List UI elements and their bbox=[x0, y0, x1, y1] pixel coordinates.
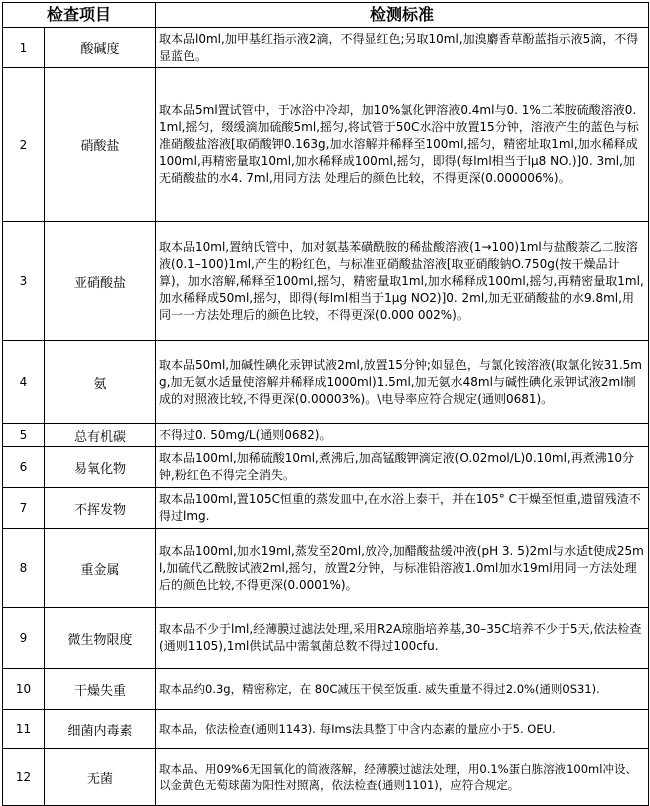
row-standard: 取本品50ml,加碱性碘化汞钾试液2ml,放置15分钟;如显色，与氯化铵溶液(取氯化铵31.5mg,加无氨水适量使溶解并稀释成1000ml)1.5ml,加无氨水48ml与碱性碘化汞钾试液2ml制成的对照液比较,不得更深(0.00003%)。\电导率应符合规定(通则0681)。 bbox=[156, 341, 649, 424]
table-row bbox=[3, 68, 649, 222]
row-standard: 取本品约0.3g，精密称定，在 80C减压干侯至饭重. 威失重量不得过2.0%(通则0S31). bbox=[156, 669, 649, 710]
row-number: 3 bbox=[3, 222, 45, 341]
row-standard: 取本品10ml,置纳氏管中，加对氨基苯磺酰胺的稀盐酸溶液(1→100)1ml与盐酸萘乙二胺溶液(0.1–100)1ml,产生的粉红色，与标准亚硝酸盐溶液[取亚硝酸钠O.750g(按干燥品计算)，加水溶解,稀释至100ml,摇匀，精密量取1ml,加水稀释成100ml,摇匀,再精密量取1ml,加水稀释成50ml,摇匀，即得(每lml相当于1μg NO2)]0. 2ml,加无亚硝酸盐的水9.8ml,用同一一方法处理后的颜色比较，不得更深(0.000 002%)。 bbox=[156, 222, 649, 341]
table-row bbox=[3, 341, 649, 424]
row-item: 微生物限度 bbox=[45, 608, 156, 669]
table-row bbox=[3, 424, 649, 447]
header-item-cell: 检查项目 bbox=[3, 3, 156, 28]
row-item: 总有机碳 bbox=[45, 424, 156, 447]
table-header-row bbox=[3, 3, 649, 28]
quality-standards-table bbox=[2, 2, 649, 806]
row-number: 5 bbox=[3, 424, 45, 447]
table-row bbox=[3, 28, 649, 68]
table-row bbox=[3, 488, 649, 529]
row-number: 7 bbox=[3, 488, 45, 529]
row-standard: 取本品不少于lml,经薄膜过滤法处理,采用R2A琼脂培养基,30–35C培养不少于5天,依法检查(通则1105),1ml供试品中需氧菌总数不得过100cfu. bbox=[156, 608, 649, 669]
row-number: 10 bbox=[3, 669, 45, 710]
row-number: 11 bbox=[3, 710, 45, 749]
row-item: 不挥发物 bbox=[45, 488, 156, 529]
table-row bbox=[3, 669, 649, 710]
row-number: 1 bbox=[3, 28, 45, 68]
row-standard: 取本品、用09%6无国氧化的简液落解，经薄膜过滤法处理，用0.1%蛋白胨溶液100ml冲设、以金黄色无萄球菌为阳性对照离，依法检查(通则1101)，应符合规定。 bbox=[156, 749, 649, 806]
row-number: 9 bbox=[3, 608, 45, 669]
row-number: 2 bbox=[3, 68, 45, 222]
row-standard: 取本品100ml,置105C恒重的蒸发皿中,在水浴上泰干，并在105° C干燥至恒重,遗留残渣不得过lmg. bbox=[156, 488, 649, 529]
row-standard: 取本品，依法检查(通则1143). 每Ims法具整丁中含内态素的量应小于5. OEU. bbox=[156, 710, 649, 749]
row-item: 酸碱度 bbox=[45, 28, 156, 68]
row-item: 硝酸盐 bbox=[45, 68, 156, 222]
header-standard-cell: 检测标准 bbox=[156, 3, 649, 28]
table-row bbox=[3, 749, 649, 806]
table-row bbox=[3, 222, 649, 341]
row-standard: 取本品l0ml,加甲基红指示液2滴，不得显红色;另取10ml,加溴麝香草酚蓝指示液5滴，不得显蓝色。 bbox=[156, 28, 649, 68]
row-standard: 取本品5ml置试管中，于冰浴中冷却，加10%氯化钾溶液0.4ml与0. 1%二苯胺硫酸溶液0. 1ml,摇匀，缀缓滴加硫酸5ml,摇匀,将试管于50C水浴中放置15分钟，溶液产生的蓝色与标准硝酸盐溶液[取硝酸钾0.163g,加水溶解并稀释至100ml,摇匀，精密址取1ml,加水稀释成100ml,再精密量取10ml,加水稀释成100ml,摇匀，即得(每lml相当于lμ8 NO.)]0. 3ml,加无硝酸盐的水4. 7ml,用同方法 处理后的颜色比较，不得更深(0.000006%)。 bbox=[156, 68, 649, 222]
row-item: 重金属 bbox=[45, 529, 156, 608]
table-row bbox=[3, 608, 649, 669]
row-number: 6 bbox=[3, 447, 45, 488]
table-row bbox=[3, 710, 649, 749]
row-number: 4 bbox=[3, 341, 45, 424]
row-number: 8 bbox=[3, 529, 45, 608]
table-row bbox=[3, 529, 649, 608]
row-standard: 取本品100ml,加水19ml,蒸发至20ml,放冷,加醋酸盐缓冲液(pH 3. 5)2ml与水适t使成25ml,加硫代乙酰胺试液2ml,摇匀，放置2分钟，与标准铅溶液1.0ml加水19ml用同一方法处理后的颜色比较,不得更深(0.0001%)。 bbox=[156, 529, 649, 608]
table-row bbox=[3, 447, 649, 488]
row-number: 12 bbox=[3, 749, 45, 806]
row-item: 亚硝酸盐 bbox=[45, 222, 156, 341]
row-standard: 取本品100ml,加稀硫酸10ml,煮沸后,加高锰酸钾滴定液(O.02mol/L)0.10ml,再煮沸10分钟,粉红色不得完全消失。 bbox=[156, 447, 649, 488]
row-item: 氨 bbox=[45, 341, 156, 424]
row-item: 细菌内毒素 bbox=[45, 710, 156, 749]
row-item: 易氧化物 bbox=[45, 447, 156, 488]
row-item: 无菌 bbox=[45, 749, 156, 806]
row-standard: 不得过0. 50mg/L(通则0682)。 bbox=[156, 424, 649, 447]
row-item: 干燥失重 bbox=[45, 669, 156, 710]
